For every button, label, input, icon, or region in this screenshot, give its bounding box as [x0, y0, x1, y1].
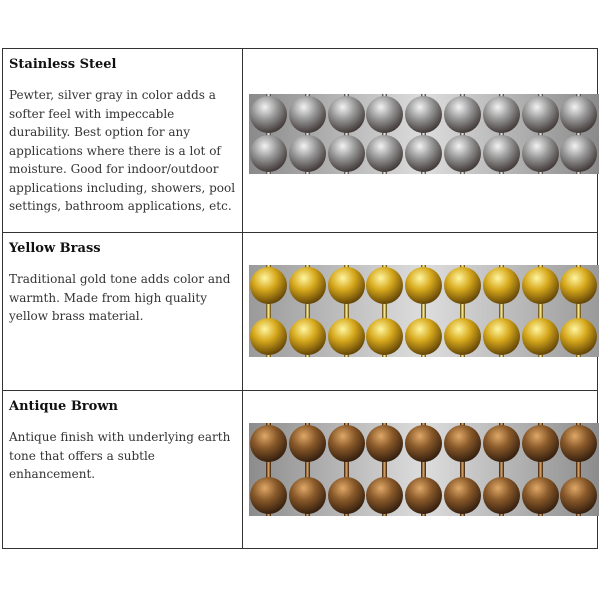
finish-description-cell: [3, 233, 243, 391]
chain-bead: [405, 267, 442, 304]
chain-bead: [444, 135, 481, 172]
chain-bead: [483, 425, 520, 462]
finish-title: Yellow Brass: [9, 241, 101, 256]
chain-bead: [444, 267, 481, 304]
chain-bead: [366, 477, 403, 514]
chain-bead: [250, 96, 287, 133]
chain-bead: [560, 477, 597, 514]
chain-bead: [560, 425, 597, 462]
chain-bead: [366, 267, 403, 304]
chain-bead: [250, 267, 287, 304]
chain-bead: [366, 96, 403, 133]
finish-description-cell: [3, 49, 243, 233]
chain-bead: [444, 318, 481, 355]
chain-bead: [444, 477, 481, 514]
chain-bead: [328, 318, 365, 355]
chain-bead: [522, 267, 559, 304]
chain-bead: [444, 96, 481, 133]
chain-bead: [483, 318, 520, 355]
stainless-steel-chain-image: [249, 94, 599, 174]
chain-bead: [328, 477, 365, 514]
chain-bead: [405, 425, 442, 462]
finish-image-cell: [243, 391, 598, 549]
chain-bead: [289, 477, 326, 514]
chain-bead: [522, 96, 559, 133]
chain-bead: [483, 267, 520, 304]
chain-bead: [250, 135, 287, 172]
chain-bead: [405, 96, 442, 133]
chain-bead: [405, 318, 442, 355]
chain-bead: [560, 318, 597, 355]
chain-bead: [328, 96, 365, 133]
chain-bead: [522, 135, 559, 172]
antique-brown-chain-image: [249, 423, 599, 516]
chain-bead: [483, 135, 520, 172]
chain-bead: [522, 318, 559, 355]
chain-bead: [522, 425, 559, 462]
chain-bead: [250, 425, 287, 462]
chain-bead: [560, 96, 597, 133]
chain-bead: [560, 267, 597, 304]
chain-bead: [289, 96, 326, 133]
chain-bead: [328, 425, 365, 462]
finish-image-cell: [243, 233, 598, 391]
chain-bead: [328, 135, 365, 172]
finish-description: Pewter, silver gray in color adds a softer feel with impeccable durability. Best option for any applications where there is a lot of moisture. Good for indoor/outdoor applications including, showers, pool settings, bathroom applications, etc.: [9, 88, 236, 213]
finish-table: [2, 48, 598, 549]
finish-description: Traditional gold tone adds color and warmth. Made from high quality yellow brass material.: [9, 272, 231, 323]
chain-bead: [250, 477, 287, 514]
finish-description-cell: [3, 391, 243, 549]
chain-bead: [289, 267, 326, 304]
chain-bead: [250, 318, 287, 355]
chain-bead: [483, 96, 520, 133]
chain-bead: [289, 318, 326, 355]
chain-bead: [405, 477, 442, 514]
finish-description: Antique finish with underlying earth tone that offers a subtle enhancement.: [9, 430, 231, 481]
chain-bead: [444, 425, 481, 462]
chain-bead: [366, 318, 403, 355]
chain-bead: [483, 477, 520, 514]
chain-bead: [522, 477, 559, 514]
yellow-brass-chain-image: [249, 265, 599, 357]
chain-bead: [366, 135, 403, 172]
finish-title: Antique Brown: [9, 399, 118, 414]
chain-bead: [328, 267, 365, 304]
chain-bead: [560, 135, 597, 172]
chain-bead: [366, 425, 403, 462]
chain-bead: [289, 425, 326, 462]
finish-image-cell: [243, 49, 598, 233]
chain-bead: [405, 135, 442, 172]
finish-title: Stainless Steel: [9, 57, 117, 72]
chain-bead: [289, 135, 326, 172]
